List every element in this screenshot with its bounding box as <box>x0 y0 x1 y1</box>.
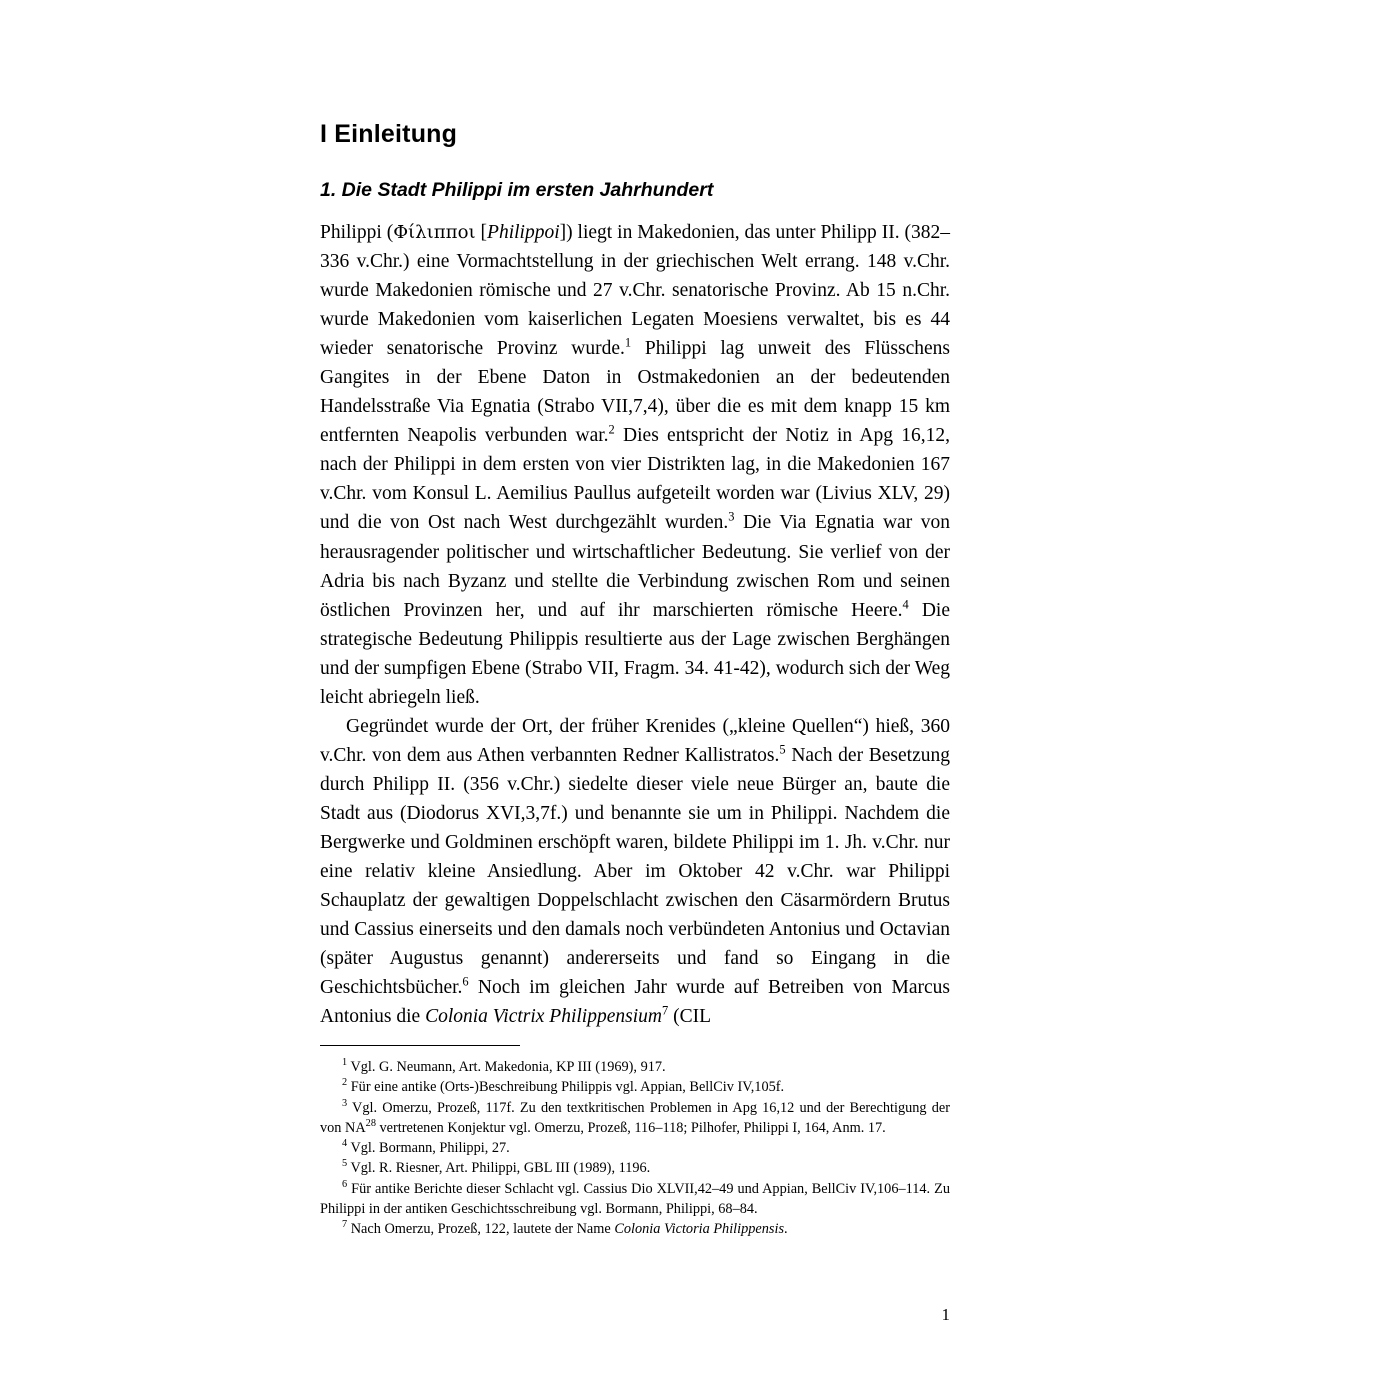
footnote-item <box>320 1158 950 1178</box>
text-run: Noch im gleichen Jahr wurde auf Betreiben von Marcus Antonius die <box>320 977 950 1028</box>
footnote-marker: 4 <box>902 597 909 612</box>
paragraph <box>320 712 950 1032</box>
footnote-item <box>320 1219 950 1239</box>
text-run: Dies entspricht der Notiz in Apg 16,12, nach der Philippi in dem ersten von vier Distrikten lag, in die Makedonien 167 v.Chr. vom Konsul L. Aemilius Paullus aufgeteilt worden war (Livius XLV, 29) und die von Ost nach West durchgezählt wurden. <box>320 425 950 534</box>
footnote-marker: 7 <box>661 1003 669 1018</box>
text-run: . <box>784 1221 788 1238</box>
greek-text: Φίλιπποι <box>393 222 476 243</box>
text-run: Philippi ( <box>320 222 394 243</box>
footnote-marker: 2 <box>608 422 615 437</box>
footnote-item <box>320 1098 950 1139</box>
footnote-number: 7 <box>342 1219 348 1231</box>
footnote-number: 4 <box>342 1138 348 1150</box>
italic-text: Colonia Victoria Philippensis <box>614 1221 785 1238</box>
footnote-item <box>320 1077 950 1097</box>
footnote-separator-rule <box>320 1045 520 1046</box>
footnote-number: 3 <box>342 1097 348 1109</box>
footnote-area <box>320 1045 950 1240</box>
italic-text: Philippoi <box>487 222 560 243</box>
text-run: Philippi lag unweit des Flüsschens Gangites in der Ebene Daton in Ostmakedonien an der bedeutenden Handelsstraße Via Egnatia (Strabo VII,7,4), über die es mit dem knapp 15 km entfernten Neapolis verbunden war. <box>320 338 951 447</box>
footnote-item <box>320 1179 950 1220</box>
section-title: 1. Die Stadt Philippi im ersten Jahrhundert <box>320 179 714 201</box>
text-run: Vgl. Omerzu, Prozeß, 117f. Zu den textkritischen Problemen in Apg 16,12 und der Berechtigung der von NA <box>320 1099 950 1136</box>
footnote-number: 5 <box>342 1158 348 1170</box>
chapter-title: I Einleitung <box>320 120 458 148</box>
body-text <box>320 218 950 1031</box>
footnote-item <box>320 1057 950 1077</box>
footnote-number: 1 <box>342 1057 348 1069</box>
text-run: Nach der Besetzung durch Philipp II. (356 v.Chr.) siedelte dieser viele neue Bürger an, baute die Stadt aus (Diodorus XVI,3,7f.) und benannte sie um in Philippi. Nachdem die Bergwerke und Goldminen erschöpft waren, bildete Philippi im 1. Jh. v.Chr. nur eine relativ kleine Ansiedlung. Aber im Oktober 42 v.Chr. war Philippi Schauplatz der gewaltigen Doppelschlacht zwischen den Cäsarmördern Brutus und Cassius einerseits und den damals noch verbündeten Antonius und Octavian (später Augustus genannt) andererseits und fand so Eingang in die Geschichtsbücher. <box>320 744 950 999</box>
text-run: Für antike Berichte dieser Schlacht vgl. Cassius Dio XLVII,42–49 und Appian, BellCiv IV,106–114. Zu Philippi in der antiken Geschichtsschreibung vgl. Bormann, Philippi, 68–84. <box>320 1180 950 1218</box>
text-run: Die strategische Bedeutung Philippis resultierte aus der Lage zwischen Berghängen und der sumpfigen Ebene (Strabo VII, Fragm. 34. 41-42), wodurch sich der Weg leicht abriegeln ließ. <box>320 599 951 708</box>
footnote-number: 6 <box>342 1179 348 1191</box>
footnote-marker: 1 <box>624 335 632 350</box>
text-run: Nach Omerzu, Prozeß, 122, lautete der Name <box>347 1221 615 1238</box>
text-run: [ <box>475 222 488 243</box>
footnote-marker: 6 <box>462 974 469 989</box>
text-run: Vgl. G. Neumann, Art. Makedonia, KP III (1969), 917. <box>347 1059 666 1075</box>
text-run: Vgl. R. Riesner, Art. Philippi, GBL III (1989), 1196. <box>347 1160 651 1177</box>
text-run: Vgl. Bormann, Philippi, 27. <box>347 1140 510 1157</box>
text-run: Gegründet wurde der Ort, der früher Krenides („kleine Quellen“) hieß, 360 v.Chr. von dem aus Athen verbannten Redner Kallistratos. <box>320 715 950 766</box>
footnote-marker: 3 <box>728 509 735 524</box>
footnote-marker: 5 <box>779 742 786 757</box>
italic-text: Colonia Victrix Philippensium <box>425 1006 662 1028</box>
page-content <box>320 120 950 1031</box>
text-run: Die Via Egnatia war von herausragender politischer und wirtschaftlicher Bedeutung. Sie verlief von der Adria bis nach Byzanz und stellte die Verbindung zwischen Rom und seinen östlichen Provinzen her, und auf ihr marschierten römische Heere. <box>320 512 951 621</box>
text-run: Für eine antike (Orts-)Beschreibung Philippis vgl. Appian, BellCiv IV,105f. <box>347 1079 785 1096</box>
text-run: vertretenen Konjektur vgl. Omerzu, Prozeß, 116–118; Pilhofer, Philippi I, 164, Anm. 17. <box>375 1119 886 1136</box>
footnote-number: 2 <box>342 1077 348 1089</box>
footnote-item <box>320 1138 950 1158</box>
text-run: (CIL <box>668 1006 711 1028</box>
page-number: 1 <box>941 1305 950 1324</box>
paragraph <box>320 218 950 712</box>
footnote-marker: 28 <box>365 1118 376 1130</box>
text-run: ]) liegt in Makedonien, das unter Philipp II. (382–336 v.Chr.) eine Vormachtstellung in der griechischen Welt errang. 148 v.Chr. wurde Makedonien römische und 27 v.Chr. senatorische Provinz. Ab 15 n.Chr. wurde Makedonien vom kaiserlichen Legaten Moesiens verwaltet, bis es 44 wieder senatorische Provinz wurde. <box>320 222 951 360</box>
footnote-list <box>320 1057 950 1240</box>
